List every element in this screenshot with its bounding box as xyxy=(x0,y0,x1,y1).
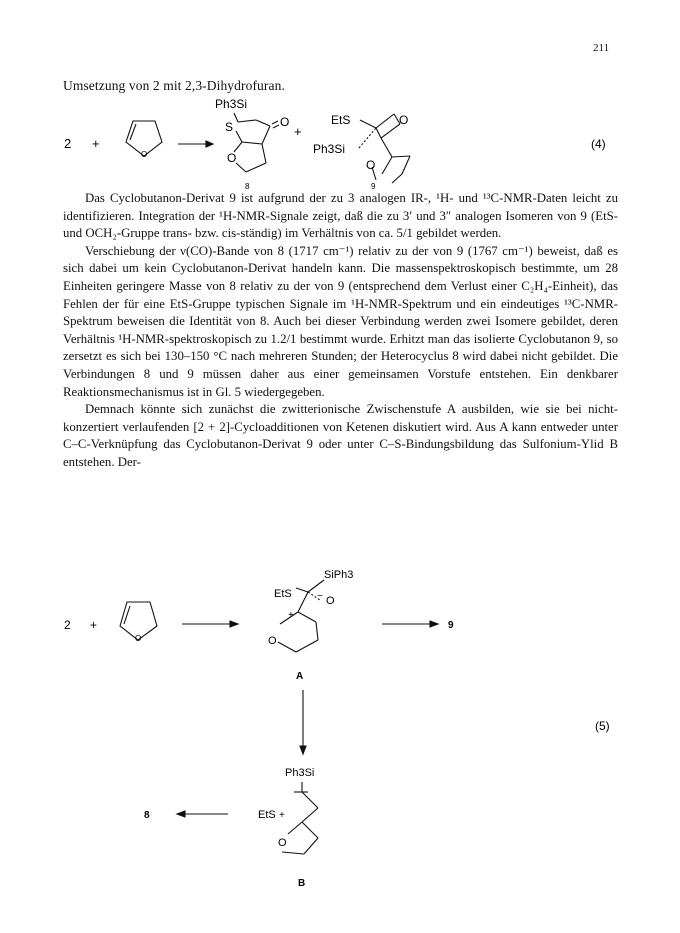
o-label-8b: O xyxy=(227,151,237,165)
intermediate-B-structure xyxy=(282,782,318,854)
o-label-8a: O xyxy=(280,115,290,129)
s-label-8: S xyxy=(225,120,234,134)
o-label-9a: O xyxy=(399,113,409,127)
plus-charge-A: + xyxy=(288,610,294,621)
plus-4: + xyxy=(92,136,100,151)
compound-label-9: 9 xyxy=(371,182,376,191)
minus-charge-A: − xyxy=(317,591,323,602)
page-number: 211 xyxy=(593,42,610,54)
siph3-label-A: SiPh3 xyxy=(324,569,354,581)
ph3si-label-9: Ph3Si xyxy=(313,142,346,156)
dihydrofuran-o-5: O xyxy=(135,634,142,643)
plus-charge-B: + xyxy=(279,810,285,821)
paragraph-2: Verschiebung der ν(CO)-Bande von 8 (1717 cm⁻¹) relativ zu der von 9 (1767 cm⁻¹) beweist, daß es sich dabei um kein Cyclobutanon-Derivat handeln kann. Die massenspektroskopisch bestimmte, um 28 Einheiten geringere Masse von 8 relativ zu der von 9 (entsprechend dem Verlust einer C₂H₄-Einheit), das Fehlen der für eine EtS-Gruppe typischen Signale im ¹H-NMR-Spektrum und ein eindeutiges ¹³C-NMR-Spektrum beweisen die Identität von 8. Auch bei dieser Verbindung werden zwei Isomere gebildet, deren Verhältnis ¹H-NMR-spektroskopisch zu 1.2/1 bestimmt wurde. Erhitzt man das isolierte Cyclobutanon 9, so zersetzt es sich bei 130–150 °C nach mehreren Stunden; der Heterocyclus 8 wird dabei nicht gebildet. Die Verbindungen 8 und 9 müssen daher aus einer gemeinsamen Vorstufe entstehen. Ein denkbarer Reaktionsmechanismus ist in Gl. 5 wiedergegeben. xyxy=(63,243,618,399)
compound-label-8: 8 xyxy=(245,182,250,191)
coefficient-4: 2 xyxy=(64,136,72,151)
coefficient-5: 2 xyxy=(64,618,71,632)
product-8-label: 8 xyxy=(144,810,150,821)
equation-number-4: (4) xyxy=(591,137,606,151)
ets-label-9: EtS xyxy=(331,113,351,127)
paragraph-1: Das Cyclobutanon-Derivat 9 ist aufgrund der zu 3 analogen IR-, ¹H- und ¹³C-NMR-Daten leicht zu identifizieren. Integration der ¹H-NMR-Signale zeigt, daß die zu 3′ und 3″ analogen Isomeren von 9 (EtS- und OCH₂-Gruppe trans- bzw. cis-ständig) im Verhältnis von ca. 5/1 gebildet werden. xyxy=(63,191,618,241)
paragraph-3: Demnach könnte sich zunächst die zwitterionische Zwischenstufe A ausbilden, wie sie bei nicht-konzertiert verlaufenden [2 + 2]-Cycloadditionen von Ketenen diskutiert wird. Aus A kann entweder unter C–C-Verknüpfung das Cyclobutanon-Derivat 9 oder unter C–S-Bindungsbildung das Sulfonium-Ylid B entstehen. Der- xyxy=(63,402,618,469)
ets-label-B: EtS xyxy=(258,809,276,821)
o-label-A1: O xyxy=(326,595,335,607)
plus-4b: + xyxy=(294,124,302,139)
o-label-9b: O xyxy=(366,158,376,172)
section-heading: Umsetzung von 2 mit 2,3-Dihydrofuran. xyxy=(63,78,285,93)
ph3si-label-8: Ph3Si xyxy=(215,97,248,111)
product-9-label: 9 xyxy=(448,620,454,631)
reaction-scheme-4 xyxy=(0,0,680,200)
ets-label-A: EtS xyxy=(274,588,292,600)
compound-8-structure xyxy=(234,113,279,172)
o-label-A2: O xyxy=(268,635,277,647)
equation-number-5: (5) xyxy=(595,719,610,733)
compound-label-B: B xyxy=(298,878,306,889)
body-text xyxy=(63,190,618,472)
compound-label-A: A xyxy=(296,671,304,682)
reaction-scheme-5 xyxy=(0,540,680,930)
dihydrofuran-o-4: O xyxy=(141,150,148,159)
plus-5: + xyxy=(90,618,98,632)
o-label-B: O xyxy=(278,837,287,849)
ph3si-label-B: Ph3Si xyxy=(285,767,315,779)
